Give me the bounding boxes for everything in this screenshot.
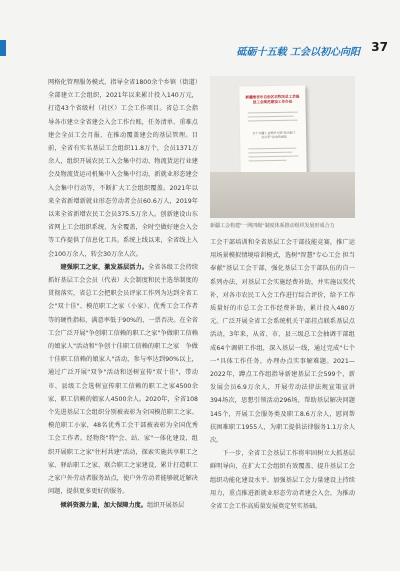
text-line — [248, 152, 292, 154]
text-line — [248, 112, 298, 114]
table-surface — [210, 172, 355, 218]
text-line — [248, 148, 296, 150]
document-subtitle: 关于在疆工会组织开展"我为职工办实事"活动的通知 — [252, 130, 296, 140]
page-header — [0, 40, 400, 60]
text-line — [248, 116, 294, 118]
paragraph-body: 全省各级工会持续抓好基层工会会员（代表）大会制度和民主选举制度的贯彻落实，省总工会把职会员评家工作列为达到全省工会"双十佳"、模范职工之家（小家）、优秀工会工作者等的硬性指标，满意率低于90%的，一票否决。在全省工会广泛开展"争创职工信赖的职工之家"争做职工信赖的娘家人"活动和"争创十佳职工信赖的职工之家 争做十佳职工信赖的娘家人"活动，参与率达到90%以上，通过广泛开展"双争"活动和送树宣传"双十佳"，带动市、县级工会选树宣传职工信赖的职工之家4500余家，职工信赖的娘家人4500余人。2020年，全省108个先进基层工会组织分别被表彰为全国模范职工之家、模范职工小家，48名优秀工会干部被表彰为全国优秀工会工作者。经物资"特"会、站、家"一体化建设，组织开展职工之家"往村共建"活动，探索实施共享职工之家、驿站职工之家、联合职工之家建设，累计打造职工之家户外劳动者服务站点，使户外劳动者能够就近解决问题，提供更多更好的服务。 — [48, 263, 199, 496]
paragraph-heading: 建强职工之家，激发基层活力。 — [60, 263, 149, 271]
document-title: 新疆维吾尔自治区农牧民总工会基层工会规范建设工作办法 — [245, 94, 300, 105]
document-sheet — [239, 85, 307, 174]
paragraph: 网格化管理服务模式，指导全省1800余个乡镇（街道）全部建立工会组织，2021年以来累计投入140万元，打造43个省级村（社区）工会工作项目。省总工会指导各市建立全省建会入会工作台账，任务清单、重难点建会全员工会月报、在推动覆盖建会的基层管理。目前，全省有实名基层工会组织11.8万个，会员1371万余人，组织开展农民工入会集中行动、物流货运行业建会及物流货运司机集中入会集中行动，新就业形态建会入会集中行动等，不断扩大工会组织覆盖。2021年以来全省新增新就业形态劳动者会员60.6万人，2019年以来全省新增农民工会员375.5万余人。创新建设山东省网上工会组织系统，为全覆盖，全时空做好建会入会等工作提供了信息化工具。系统上线以来，全省线上入会100万余人，转会30万余人次。 — [48, 79, 198, 258]
paragraph — [48, 499, 198, 512]
document-photo — [210, 76, 355, 218]
paragraph: 工会干部培训和全省基层工会干部技能竞赛，推广运用场景模拟情境培训模式，选树"智慧"专心工会 担当奉献"基层工会干部，强化基层工会干部队伍的自一系列办法，对基层工会实施经费补助，并实施以奖代补，对各市农民工入会工作进行综合评价，给予工作质量好的市总工会工作经费补助，累计投入480万元。广泛开展全省工会系统机关干部挂点联系基层点活动，3年来，从省、市、县三级总工会抽调干部组成64个调研工作组，深入基层一线，通过完成"七个一"具体工作任务，办理办点实事解难题。2021—2022年，蹲点工作组指导新建基层工会599个，新发展会员6.9万余人，开展劳动法律法规宣策宣讲394场次，思想引领活动296场，帮助基层解决问题145个，开展工会服务类及职工8.6万余人，慰问帮扶困难职工1955人，为职工提供法律服务1.1万余人次。 — [210, 239, 355, 445]
paragraph-heading: 倾斜资源力量，加大保障力度。 — [60, 501, 148, 509]
running-head: 砥砺十五载 工会以初心向阳 — [236, 47, 360, 58]
paragraph — [48, 261, 198, 499]
figure-caption: 新疆工会构建"一网四级"制度体系推动组织发展形成合力 — [210, 223, 335, 229]
header-accent-strip — [0, 40, 6, 56]
paragraph-body: 组织开展基层 — [147, 501, 185, 509]
text-line — [248, 120, 298, 122]
paragraph: 下一步，全省工会基层工作将牢固树立大抓基层鲜明导向，在扩大工会组织有效覆盖、提升基层工会组织功能化建设水平、加强基层工会力量建设上持续用力，重点推进新就业形态劳动者建会入会，为推动全省工会工作高质量发展奠定坚实基础。 — [210, 450, 355, 511]
right-column — [210, 236, 355, 513]
left-column — [48, 76, 198, 512]
text-line — [249, 160, 287, 162]
page-number: 37 — [371, 40, 388, 54]
text-line — [248, 156, 298, 158]
